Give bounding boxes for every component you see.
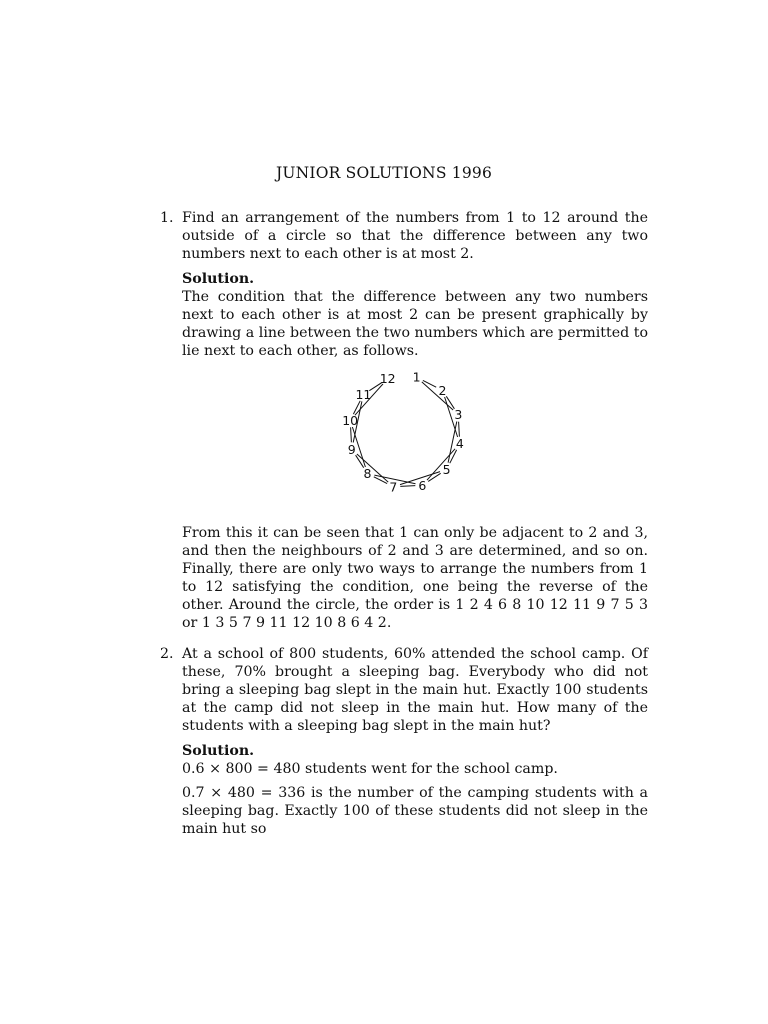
diagram-edge [351,427,352,442]
diagram-edge [427,449,455,480]
solution-text: 0.6 × 800 = 480 students went for the school camp. [182,761,558,777]
diagram-label: 5 [442,462,451,477]
solution-text: 0.7 × 480 = 336 is the number of the camping students with a sleeping bag. Exactly 100 of these students did not sleep in the main hut so [182,785,648,837]
diagram-edge [422,382,453,410]
diagram-label: 7 [389,479,398,495]
solution-text: The condition that the difference between any two numbers next to each other is at most 2 can be present graphically by drawing a line between the two numbers which are permitted to lie next to each other, as follows. [182,289,648,359]
adjacency-diagram [330,362,480,502]
diagram-edge [459,422,460,437]
diagram-label: 9 [347,441,356,457]
diagram-edge [400,486,415,487]
problem-number: 1. [160,210,174,226]
page-title: JUNIOR SOLUTIONS 1996 [275,164,493,182]
diagram-edge [357,454,388,482]
problem-number: 2. [160,646,174,662]
diagram-edge [423,380,436,387]
solution-heading: Solution. [182,743,255,759]
diagram-label: 6 [418,477,427,493]
diagram-label: 8 [363,466,372,482]
problem-question: At a school of 800 students, 60% attended the school camp. Of these, 70% brought a sleeping bag. Everybody who did not bring a sleeping bag slept in the main hut. Exactly 100 students at the camp did not sleep in the main hut. How many of the students with a sleeping bag slept in the main hut? [182,646,648,734]
diagram-label: 2 [438,382,447,398]
diagram-label: 4 [455,436,464,452]
solution-heading: Solution. [182,271,255,287]
problem-2 [160,645,648,838]
solution-conclusion: From this it can be seen that 1 can only be adjacent to 2 and 3, and then the neighbours of 2 and 3 are determined, and so on. Finally, there are only two ways to arrange the numbers from 1 to 12 satisfying the condition, one being the reverse of the other. Around the circle, the order is 1 2 4 6 8 10 12 11 9 7 5 3 or 1 3 5 7 9 11 12 10 8 6 4 2. [182,525,648,631]
problem-question: Find an arrangement of the numbers from 1 to 12 around the outside of a circle so that the difference between any two numbers next to each other is at most 2. [182,210,648,262]
diagram-label: 3 [454,407,463,423]
diagram-label: 10 [342,412,359,428]
diagram-label: 11 [355,387,372,402]
diagram-label: 12 [379,371,396,387]
problem-1 [160,209,648,360]
diagram-label: 1 [412,369,421,385]
